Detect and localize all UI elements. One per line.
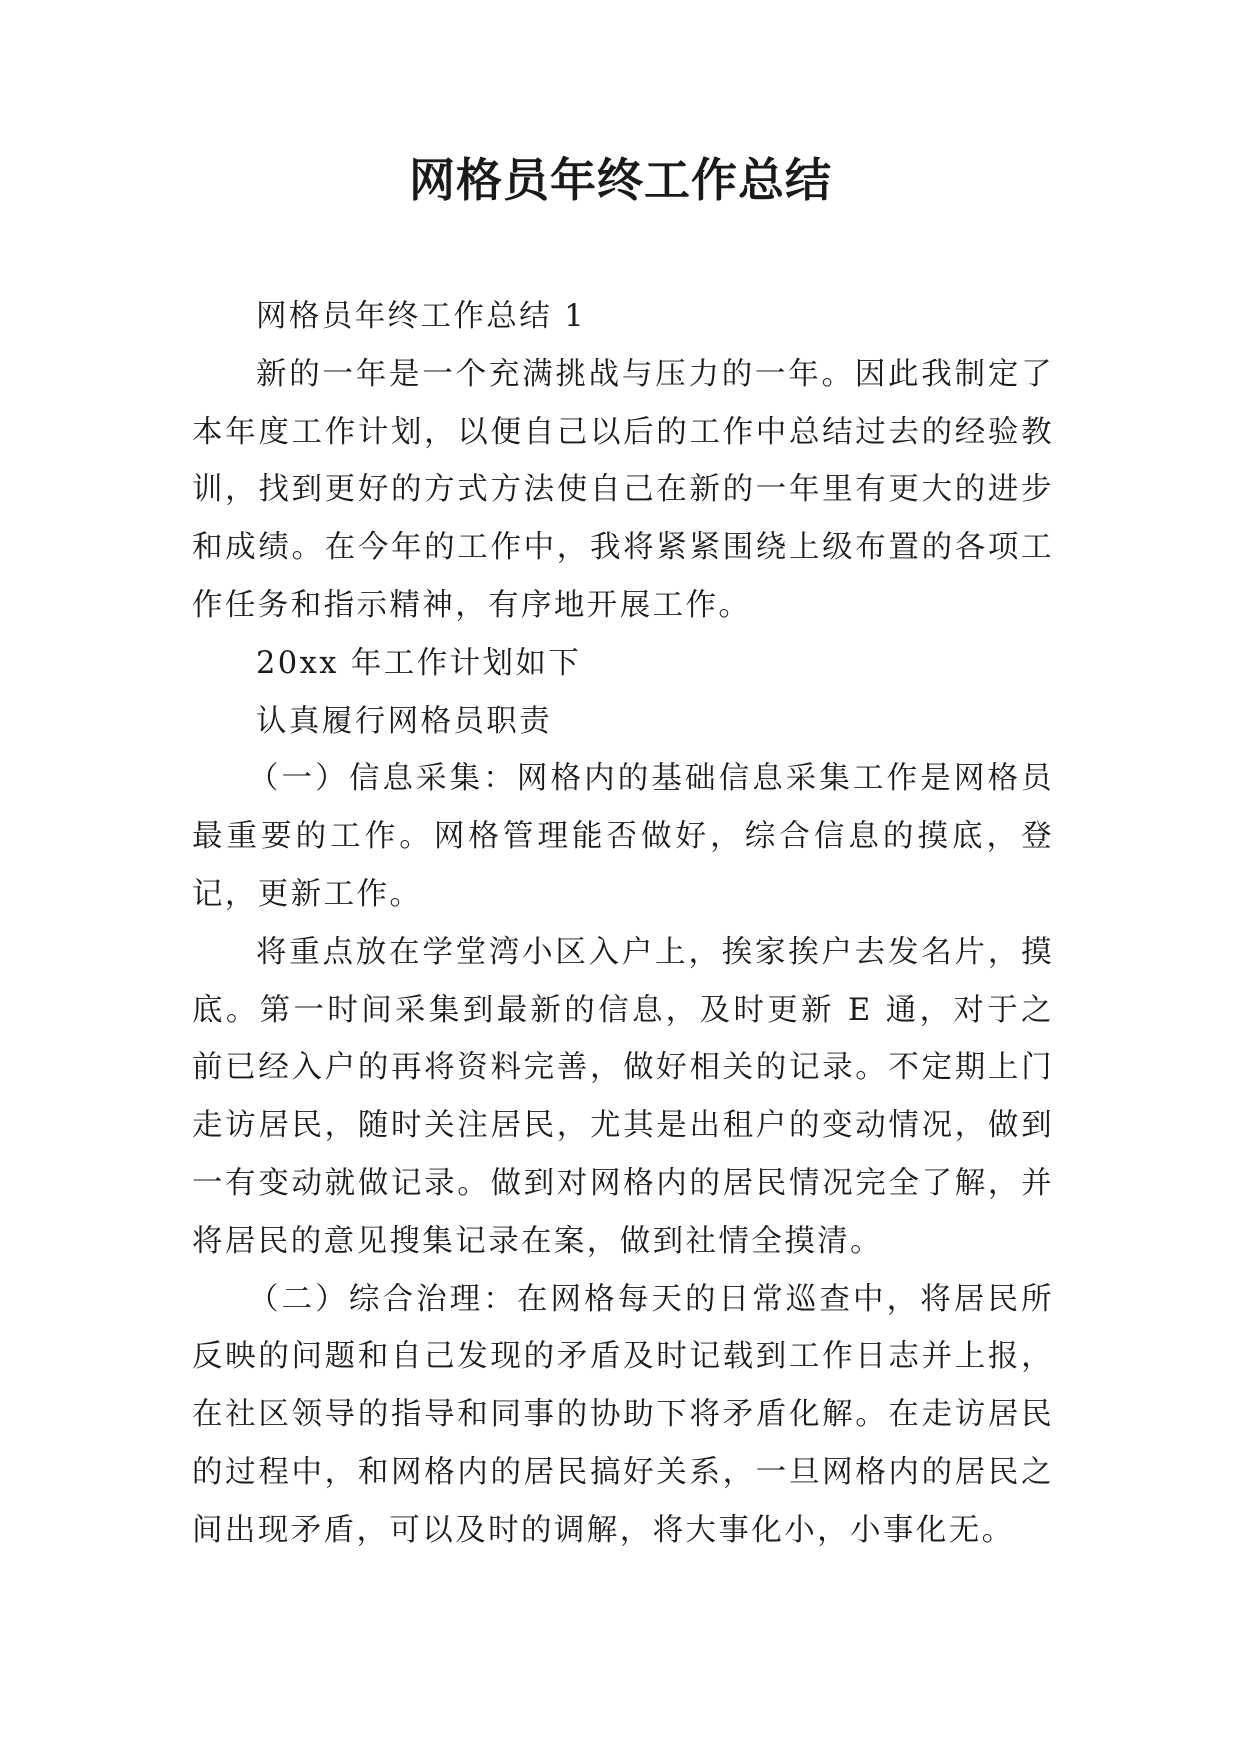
document-body: [192, 288, 1054, 1560]
paragraph-intro: 新的一年是一个充满挑战与压力的一年。因此我制定了本年度工作计划，以便自己以后的工作中总结过去的经验教训，找到更好的方式方法使自己在新的一年里有更大的进步和成绩。在今年的工作中，我将紧紧围绕上级布置的各项工作任务和指示精神，有序地开展工作。: [192, 356, 1054, 623]
section-heading: 网格员年终工作总结 1: [256, 299, 586, 334]
duty-heading: 认真履行网格员职责: [256, 703, 553, 739]
paragraph-household-visits: 将重点放在学堂湾小区入户上，挨家挨户去发名片，摸底。第一时间采集到最新的信息，及时更新 E 通，对于之前已经入户的再将资料完善，做好相关的记录。不定期上门走访居民，随时关注居民，尤其是出租户的变动情况，做到一有变动就做记录。做到对网格内的居民情况完全了解，并将居民的意见搜集记录在案，做到社情全摸清。: [192, 934, 1054, 1259]
document-title: 网格员年终工作总结: [409, 153, 832, 207]
plan-heading: 20xx 年工作计划如下: [256, 645, 582, 681]
paragraph-info-collection: （一）信息采集：网格内的基础信息采集工作是网格员最重要的工作。网格管理能否做好，综合信息的摸底，登记，更新工作。: [192, 761, 1054, 912]
paragraph-comprehensive-governance: （二）综合治理：在网格每天的日常巡查中，将居民所反映的问题和自己发现的矛盾及时记载到工作日志并上报，在社区领导的指导和同事的协助下将矛盾化解。在走访居民的过程中，和网格内的居民搞好关系，一旦网格内的居民之间出现矛盾，可以及时的调解，将大事化小，小事化无。: [192, 1281, 1054, 1548]
